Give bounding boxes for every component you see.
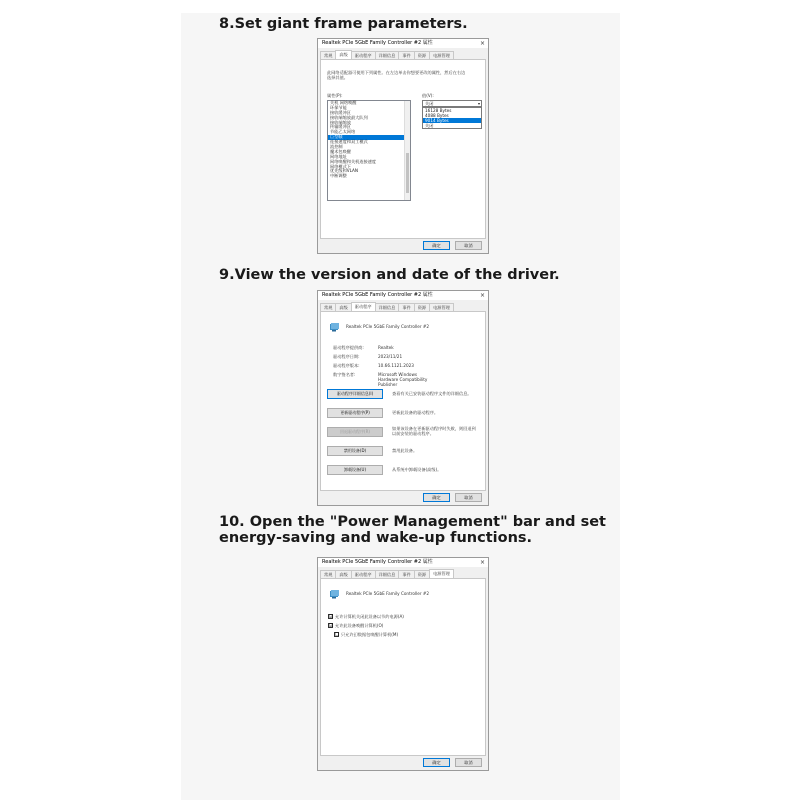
rollback-driver-desc: 如果该设备在更新驱动程序时失败，则回退到以前安装的驱动程序。 [392, 426, 476, 436]
power-tab-page [320, 578, 486, 756]
dialog-title: Realtek PCIe 5GbE Family Controller #2 属性 [318, 291, 488, 300]
property-list-scrollbar[interactable] [404, 101, 410, 200]
property-list-item[interactable]: 魔术包唤醒 [330, 148, 351, 154]
property-list-item[interactable]: 连接速度和双工模式 [330, 139, 368, 145]
tab-power-management[interactable]: 电源管理 [429, 303, 454, 311]
section10-heading-line2: energy-saving and wake-up functions. [219, 530, 533, 546]
section8-heading: 8.Set giant frame parameters. [219, 16, 468, 32]
disable-device-button[interactable]: 禁用设备(D) [327, 446, 383, 456]
close-icon[interactable]: × [479, 292, 485, 299]
allow-wake-label: 允许此设备唤醒计算机(O) [335, 623, 384, 628]
ok-button[interactable]: 确定 [423, 493, 450, 502]
driver-provider-value: Realtek [378, 345, 394, 350]
intro-text-line2: 选择其值。 [327, 75, 348, 80]
value-option[interactable]: 关闭 [425, 123, 434, 128]
tab-general[interactable]: 常规 [320, 570, 336, 578]
driver-details-button[interactable]: 驱动程序详细信息(I) [327, 389, 383, 399]
tab-power-management[interactable]: 电源管理 [429, 51, 454, 59]
tab-details[interactable]: 详细信息 [375, 303, 400, 311]
tab-details[interactable]: 详细信息 [375, 51, 400, 59]
tab-events[interactable]: 事件 [398, 570, 414, 578]
property-list-item[interactable]: 巨型帧 [328, 135, 410, 140]
property-list-item[interactable]: 传输缓冲区 [330, 124, 351, 130]
property-list[interactable] [327, 100, 411, 201]
section10-heading-line1: 10. Open the "Power Management" bar and set [219, 514, 606, 530]
value-dropdown[interactable] [422, 107, 482, 129]
uninstall-device-desc: 从系统中卸载设备(高级)。 [392, 467, 442, 472]
tab-advanced[interactable]: 高级 [335, 50, 351, 59]
property-list-item[interactable]: 关机 网络唤醒 [330, 100, 357, 105]
cancel-button[interactable]: 取消 [455, 493, 482, 502]
driver-version-label: 驱动程序版本: [333, 363, 360, 368]
network-adapter-icon [329, 322, 340, 332]
advanced-properties-dialog [317, 38, 489, 254]
dialog-title: Realtek PCIe 5GbE Family Controller #2 属性 [318, 558, 488, 567]
close-icon[interactable]: × [479, 559, 485, 566]
magic-packet-only-label: 只允许幻数据包唤醒计算机(M) [341, 632, 399, 637]
value-select-current: 关闭 [425, 101, 434, 106]
allow-power-off-label: 允许计算机关闭此设备以节约电源(A) [335, 614, 404, 619]
tab-events[interactable]: 事件 [398, 303, 414, 311]
allow-power-off-checkbox[interactable]: ☑ [329, 614, 334, 620]
tab-driver[interactable]: 驱动程序 [351, 570, 376, 578]
allow-wake-checkbox[interactable]: ☑ [329, 623, 334, 629]
value-option[interactable]: 9014 Bytes [423, 118, 481, 123]
dialog-title: Realtek PCIe 5GbE Family Controller #2 属性 [318, 39, 488, 48]
tab-resources[interactable]: 资源 [414, 303, 430, 311]
property-list-item[interactable]: 接收端缩放最大队列 [330, 114, 368, 120]
magic-packet-only-checkbox[interactable]: ☐ [335, 632, 340, 638]
tab-bar [320, 51, 453, 59]
property-list-item[interactable]: 流控制 [330, 144, 343, 150]
ok-button[interactable]: 确定 [423, 241, 450, 250]
driver-version-value: 10.66.1121.2023 [378, 363, 414, 368]
property-list-item[interactable]: 网络唤醒和关机连接速度 [330, 158, 377, 164]
cancel-button[interactable]: 取消 [455, 758, 482, 767]
property-list-item[interactable]: 优先级和VLAN [330, 168, 359, 174]
tab-general[interactable]: 常规 [320, 303, 336, 311]
update-driver-desc: 更新此设备的驱动程序。 [392, 410, 439, 415]
tab-resources[interactable]: 资源 [414, 570, 430, 578]
tab-bar [320, 303, 453, 311]
section9-heading: 9.View the version and date of the driver. [219, 267, 560, 283]
value-select[interactable] [422, 100, 482, 107]
tab-events[interactable]: 事件 [398, 51, 414, 59]
disable-device-desc: 禁用此设备。 [392, 448, 418, 453]
property-list-item[interactable]: 网络模式下 [330, 163, 351, 169]
property-list-item[interactable]: 接收缓冲区 [330, 109, 351, 115]
property-list-item[interactable]: 接收端缩放 [330, 119, 351, 125]
close-icon[interactable]: × [479, 40, 485, 47]
device-name: Realtek PCIe 5GbE Family Controller #2 [346, 591, 430, 596]
tab-resources[interactable]: 资源 [414, 51, 430, 59]
power-management-dialog [317, 557, 489, 771]
update-driver-button[interactable]: 更新驱动程序(P) [327, 408, 383, 418]
chevron-down-icon[interactable]: ▾ [477, 101, 480, 106]
ok-button[interactable]: 确定 [423, 758, 450, 767]
digital-signer-value: Microsoft Windows Hardware Compatibility Publisher [378, 372, 428, 387]
property-list-item[interactable]: 中断调整 [330, 173, 347, 179]
scrollbar-thumb[interactable] [406, 153, 409, 193]
tab-advanced[interactable]: 高级 [335, 303, 351, 311]
driver-date-value: 2023/11/21 [378, 354, 403, 359]
uninstall-device-button[interactable]: 卸载设备(U) [327, 465, 383, 475]
driver-tab-page [320, 311, 486, 491]
device-name: Realtek PCIe 5GbE Family Controller #2 [346, 324, 430, 329]
driver-provider-label: 驱动程序提供商: [333, 345, 364, 350]
rollback-driver-button[interactable]: 回退驱动程序(R) [327, 427, 383, 437]
property-list-item[interactable]: 节能乙太网络 [330, 129, 356, 135]
value-label: 值(V): [422, 93, 434, 98]
property-label: 属性(P): [327, 93, 343, 98]
tab-details[interactable]: 详细信息 [375, 570, 400, 578]
tab-advanced[interactable]: 高级 [335, 570, 351, 578]
property-list-item[interactable]: 环保节能 [330, 104, 347, 110]
tab-driver[interactable]: 驱动程序 [351, 51, 376, 59]
intro-text-line1: 此网络适配器可使用下列属性。在左边单击你想要更改的属性，然后在右边 [327, 70, 466, 75]
value-option[interactable]: 16128 Bytes [425, 108, 452, 113]
digital-signer-label: 数字签名者: [333, 372, 356, 377]
tab-driver[interactable]: 驱动程序 [351, 302, 376, 311]
property-list-item[interactable]: 网络地址 [330, 153, 347, 159]
tab-power-management[interactable]: 电源管理 [429, 569, 454, 578]
driver-details-desc: 查看有关已安装驱动程序文件的详细信息。 [392, 391, 472, 396]
cancel-button[interactable]: 取消 [455, 241, 482, 250]
driver-properties-dialog [317, 290, 489, 506]
tab-general[interactable]: 常规 [320, 51, 336, 59]
value-option[interactable]: 4088 Bytes [425, 113, 449, 118]
tab-bar [320, 570, 453, 578]
advanced-tab-page [320, 59, 486, 239]
driver-date-label: 驱动程序日期: [333, 354, 360, 359]
network-adapter-icon [329, 589, 340, 599]
